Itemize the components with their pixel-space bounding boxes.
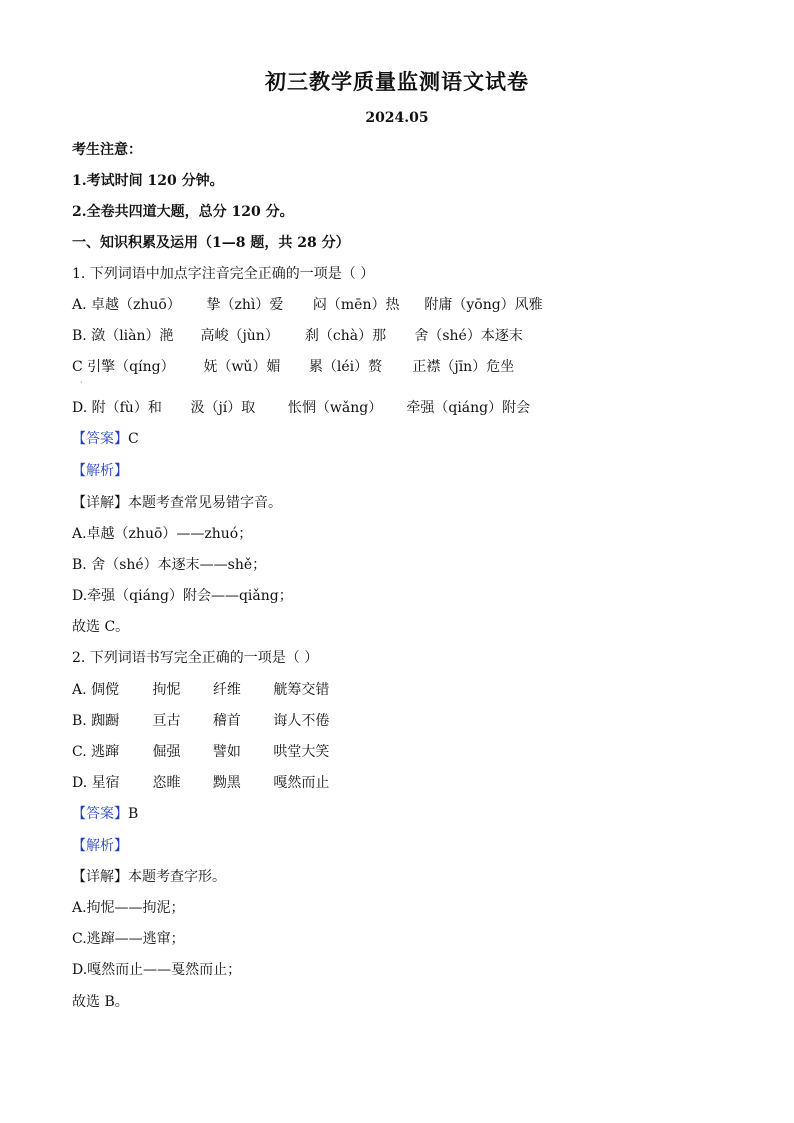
q2-conclusion: 故选 B。 [72,994,129,1010]
q1-a-1: A. 卓越（zhuō） [72,297,181,313]
q2-b-2: 亘古 [152,713,181,729]
q2-d-1: D. 星宿 [72,775,120,791]
answer-tag: 【答案】 [72,806,128,822]
q2-option-c [72,742,329,762]
notice-item-2: 2.全卷共四道大题，总分 120 分。 [72,204,294,220]
q2-d-3: 黝黑 [212,775,241,791]
q2-c-2: 倔强 [152,744,181,760]
q1-analysis-tag: 【解析】 [72,463,128,479]
section-heading: 一、知识积累及运用（1—8 题，共 28 分） [72,235,350,251]
exam-date: 2024.05 [365,110,429,126]
notice-item-1: 1.考试时间 120 分钟。 [72,173,224,189]
q1-a-2: 挚（zhì）爱 [206,297,284,313]
q2-detail [72,867,226,887]
q2-explain-d: D.嘎然而止——戛然而止； [72,962,242,978]
q1-d-4: 牵强（qiáng）附会 [406,400,531,416]
q1-option-b [72,326,523,346]
detail-tag: 【详解】 [72,869,128,885]
q1-option-d [72,398,530,418]
q1-answer [72,429,139,449]
q2-c-1: C. 逃蹿 [72,744,120,760]
q1-a-4: 附庸（yōng）风雅 [424,297,543,313]
q1-stem: 1. 下列词语中加点字注音完全正确的一项是（ ） [72,266,375,282]
q1-b-4: 舍（shé）本逐末 [414,328,523,344]
q2-answer [72,804,138,824]
q2-b-1: B. 踟蹰 [72,713,120,729]
q1-explain-d: D.牵强（qiáng）附会——qiǎng； [72,588,293,604]
q2-a-4: 觥筹交错 [273,682,330,698]
q2-a-2: 拘怩 [152,682,181,698]
q1-conclusion: 故选 C。 [72,619,130,635]
q1-explain-a: A.卓越（zhuō）——zhuó； [72,526,253,542]
q2-c-4: 哄堂大笑 [273,744,330,760]
detail-tag: 【详解】 [72,495,128,511]
q2-d-2: 恣睢 [152,775,181,791]
q1-detail [72,493,282,513]
answer-tag: 【答案】 [72,431,128,447]
q2-a-3: 纤维 [212,682,241,698]
q1-b-1: B. 潋（liàn）滟 [72,328,174,344]
q1-b-3: 刹（chà）那 [304,328,387,344]
q1-b-2: 高峻（jùn） [200,328,279,344]
q1-d-3: 怅惘（wǎng） [287,400,383,416]
q1-explain-b: B. 舍（shé）本逐末——shě； [72,557,267,573]
q2-a-1: A. 倜傥 [72,682,120,698]
q2-b-4: 诲人不倦 [273,713,330,729]
detail-text: 本题考查字形。 [128,869,226,885]
q2-c-3: 譬如 [212,744,241,760]
notice-heading: 考生注意： [72,142,142,158]
q2-option-b [72,711,329,731]
q2-stem: 2. 下列词语书写完全正确的一项是（ ） [72,650,319,666]
q1-option-a [72,295,543,315]
q1-a-3: 闷（mēn）热 [312,297,400,313]
q2-b-3: 稽首 [212,713,241,729]
q1-c-4: 正襟（jīn）危坐 [412,359,515,375]
q1-d-2: 汲（jí）取 [190,400,256,416]
page-title: 初三教学质量监测语文试卷 [265,69,529,94]
q1-c-2: 妩（wǔ）媚 [203,359,281,375]
stray-dot: · [80,378,83,387]
q2-d-4: 嘎然而止 [273,775,330,791]
q2-explain-c: C.逃蹿——逃窜； [72,931,185,947]
q2-option-d [72,773,329,793]
q1-d-1: D. 附（fù）和 [72,400,162,416]
q1-option-c [72,357,514,377]
q2-analysis-tag: 【解析】 [72,838,128,854]
q1-c-1: C 引擎（qíng） [72,359,175,375]
q2-explain-a: A.拘怩——拘泥； [72,900,185,916]
q2-option-a [72,680,329,700]
answer-value: B [128,806,139,822]
detail-text: 本题考查常见易错字音。 [128,495,282,511]
q1-c-3: 累（léi）赘 [308,359,383,375]
answer-value: C [128,431,139,447]
